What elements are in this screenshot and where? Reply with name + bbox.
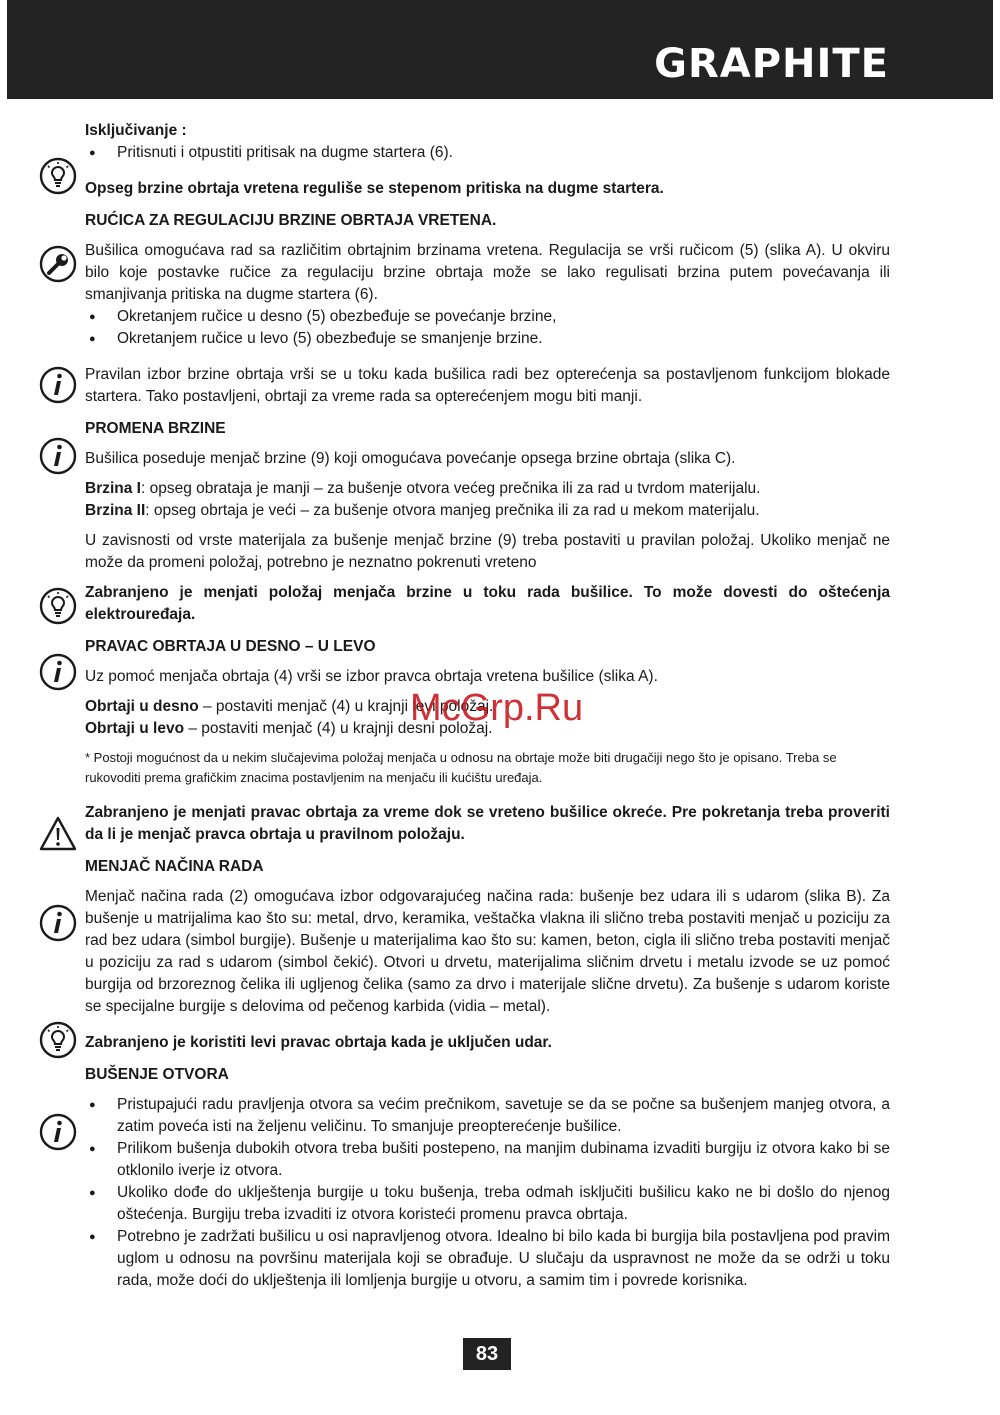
drilling-list: [85, 1094, 890, 1292]
mode-text: Menjač načina rada (2) omogućava izbor odgovarajućeg načina rada: bušenje bez udara ili s udarom (slika B). Za bušenje u matrijalima kao što su: metal, drvo, keramika, veštačka vlakna ili slično treba postaviti menjač u poziciju za rad bez udara (simbol burgije). Bušenje u materijalima kao što su: kamen, beton, cigla ili slično treba postaviti menjač u poziciju za rad s udarom (simbol čekić). Otvori u drvetu, materijalima sličnim drvetu i metalu izvode se uz pomoć burgija od brzoreznog čelika ili ugljenog čelika (samo za drvo i materijale slične drvetu). Za bušenje s udarom koriste se specijalne burgije s delovima od pečenog karbida (vidia – metal).: [85, 888, 890, 1015]
page-number: 83: [463, 1338, 511, 1370]
switch-off-list: [85, 142, 890, 164]
info-icon: [38, 903, 78, 943]
speed-knob-list: [85, 306, 890, 350]
info-icon: [38, 365, 78, 405]
direction-left-text: – postaviti menjač (4) u krajnji desni položaj.: [184, 720, 493, 737]
direction-intro: Uz pomoć menjača obrtaja (4) vrši se izbor pravca obrtaja vretena bušilice (slika A).: [85, 668, 658, 685]
switch-off-heading: Isključivanje :: [85, 122, 187, 139]
list-item: ● Ukoliko dođe do uklještenja burgije u toku bušenja, treba odmah isključiti bušilicu kako ne bi došlo do njenog oštećenja. Burgiju treba izvaditi iz otvora koristeći promenu pravca obrtaja.: [85, 1182, 890, 1226]
gear-change-heading: PROMENA BRZINE: [85, 420, 226, 437]
brand-logo: GRAPHITE: [654, 41, 889, 87]
gear-change-intro: Bušilica poseduje menjač brzine (9) koji omogućava povećanje opsega brzine obrtaja (slika C).: [85, 450, 736, 467]
list-item: ● Prilikom bušenja dubokih otvora treba bušiti postepeno, na manjim dubinama izvaditi burgiju iz otvora kako bi se otklonilo iverje iz otvora.: [85, 1138, 890, 1182]
direction-right-text: – postaviti menjač (4) u krajnji levi položaj.: [198, 698, 494, 715]
speed-note: Opseg brzine obrtaja vretena reguliše se stepenom pritiska na dugme startera.: [85, 180, 664, 197]
direction-left-label: Obrtaji u levo: [85, 720, 185, 737]
info-icon: [38, 1112, 78, 1152]
gear-change-text: U zavisnosti od vrste materijala za bušenje menjač brzine (9) treba postaviti u pravilan položaj. Ukoliko menjač ne može da promeni položaj, potrebno je neznatno pokrenuti vreteno: [85, 532, 890, 571]
direction-footnote: * Postoji mogućnost da u nekim slučajevima položaj menjača u odnosu na obrtaje može biti drugačiji nego što je opisano. Treba se rukovoditi prema grafičkim znacima postavljenim na menjaču ili kućištu uređaja.: [85, 750, 837, 785]
direction-right-label: Obrtaji u desno: [85, 698, 199, 715]
gear-1-text: : opseg obrataja je manji – za bušenje otvora većeg prečnika ili za rad u tvrdom materijalu.: [140, 480, 761, 497]
gear-1-label: Brzina I: [85, 480, 141, 497]
list-item: ● Pristupajući radu pravljenja otvora sa većim prečnikom, savetuje se da se počne sa bušenjem manjeg otvora, a zatim poveća isti na željenu veličinu. To smanjuje preopterećenje bušilice.: [85, 1094, 890, 1138]
direction-heading: PRAVAC OBRTAJA U DESNO – U LEVO: [85, 638, 376, 655]
warning-icon: [38, 814, 78, 854]
lightbulb-icon: [38, 156, 78, 196]
speed-knob-heading: RUĆICA ZA REGULACIJU BRZINE OBRTAJA VRETENA.: [85, 212, 497, 229]
info-icon: [38, 436, 78, 476]
wrench-icon: [38, 244, 78, 284]
list-item: ● Potrebno je zadržati bušilicu u osi napravljenog otvora. Idealno bi bilo kada bi burgija bila postavljena pod pravim uglom u odnosu na površinu materijala koji se obrađuje. U slučaju da uspravnost ne može da se održi u toku rada, može doći do uklještenja ili lomljenja burgije u otvoru, a samim tim i povrede korisnika.: [85, 1226, 890, 1292]
speed-knob-text: Bušilica omogućava rad sa različitim obrtajnim brzinama vretena. Regulacija se vrši ručicom (5) (slika A). U okviru bilo koje postavke ručice za regulaciju brzine obrtaja može se lako regulisati brzina putem povećavanja ili smanjivanja pritiska na dugme startera (6).: [85, 242, 890, 303]
mode-heading: MENJAČ NAČINA RADA: [85, 858, 264, 875]
header-bar: [7, 0, 993, 99]
speed-info: Pravilan izbor brzine obrtaja vrši se u toku kada bušilica radi bez opterećenja sa postavljenom funkcijom blokade startera. Tako postavljeni, obrtaji za vreme rada sa opterećenjem mogu biti manji.: [85, 366, 890, 405]
list-item: ● Okretanjem ručice u levo (5) obezbeđuje se smanjenje brzine.: [85, 328, 890, 350]
info-icon: [38, 652, 78, 692]
lightbulb-icon: [38, 586, 78, 626]
gear-1-line: [85, 478, 890, 500]
direction-warning: Zabranjeno je menjati pravac obrtaja za vreme dok se vreteno bušilice okreće. Pre pokretanja treba proveriti da li je menjač pravca obrtaja u pravilnom položaju.: [85, 804, 890, 843]
gear-2-text: : opseg obrtaja je veći – za bušenje otvora manjeg prečnika ili za rad u mekom materijalu.: [145, 502, 760, 519]
gear-2-label: Brzina II: [85, 502, 146, 519]
watermark: McGrp.Ru: [410, 687, 584, 729]
gear-2-line: [85, 500, 890, 522]
lightbulb-icon: [38, 1020, 78, 1060]
gear-warning: Zabranjeno je menjati položaj menjača brzine u toku rada bušilice. To može dovesti do oštećenja elektrouređaja.: [85, 584, 890, 623]
drilling-heading: BUŠENJE OTVORA: [85, 1066, 229, 1083]
list-item: ● Okretanjem ručice u desno (5) obezbeđuje se povećanje brzine,: [85, 306, 890, 328]
list-item: ● Pritisnuti i otpustiti pritisak na dugme startera (6).: [85, 142, 890, 164]
mode-warning: Zabranjeno je koristiti levi pravac obrtaja kada je uključen udar.: [85, 1034, 552, 1051]
